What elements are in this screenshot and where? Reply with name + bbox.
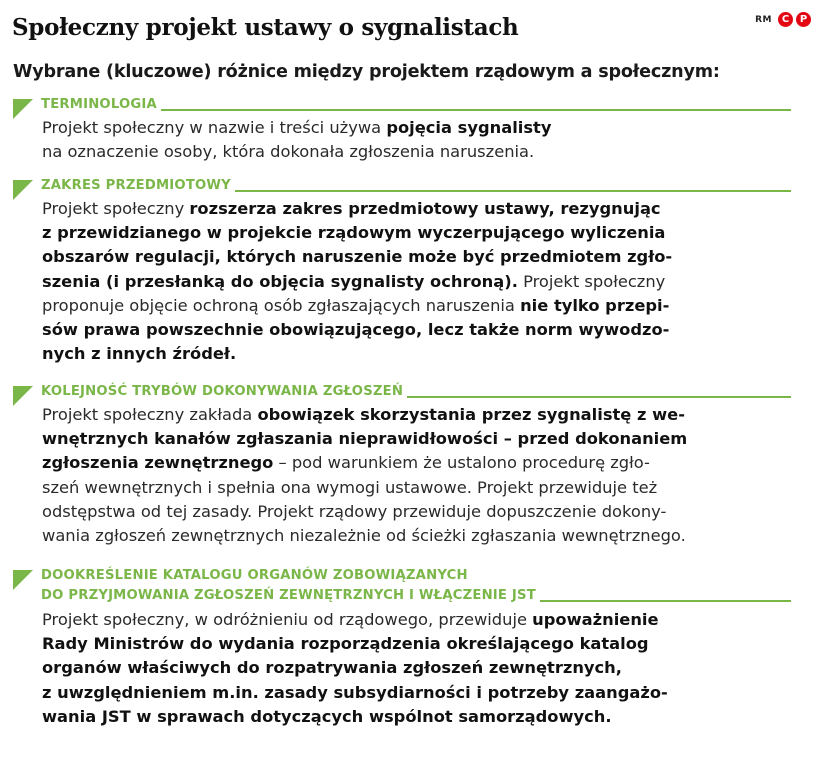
- bold-text: Rady Ministrów do wydania rozporządzenia określającego katalog: [42, 634, 649, 654]
- body-line: [42, 681, 802, 705]
- bold-text: obowiązek skorzystania przez sygnalistę z we-: [257, 405, 685, 424]
- text: Projekt społeczny: [42, 199, 190, 218]
- section-body: [42, 197, 802, 366]
- text: Projekt społeczny: [517, 271, 666, 291]
- body-line: [42, 197, 802, 221]
- body-line: [42, 245, 802, 269]
- triangle-marker-icon: [13, 570, 33, 590]
- subtitle: Wybrane (kluczowe) różnice między projektem rządowym a społecznym:: [13, 62, 720, 82]
- bold-text: organów właściwych do rozpatrywania zgłoszeń zewnętrznych,: [42, 658, 622, 678]
- triangle-marker-icon: [13, 99, 33, 119]
- body-line: [42, 656, 802, 680]
- section-heading: TERMINOLOGIA: [41, 97, 161, 112]
- copyright-c-icon: C: [778, 12, 793, 27]
- section-body: [42, 403, 802, 548]
- bold-text: sów prawa powszechnie obowiązującego, lecz także norm wywodzo-: [42, 320, 670, 340]
- bold-text: obszarów regulacji, których naruszenie może być przedmiotem zgło-: [42, 247, 673, 267]
- body-line: [42, 500, 802, 524]
- text: na oznaczenie osoby, która dokonała zgłoszenia naruszenia.: [42, 142, 535, 162]
- bold-text: z uwzględnieniem m.in. zasady subsydiarności i potrzeby zaangażo-: [42, 682, 668, 702]
- text: szeń wewnętrznych i spełnia ona wymogi ustawowe. Projekt przewiduje też: [42, 477, 658, 497]
- bold-text: nie tylko przepi-: [520, 295, 670, 315]
- bold-text: szenia (i przesłanką do objęcia sygnalisty ochroną).: [42, 271, 518, 291]
- section-heading: ZAKRES PRZEDMIOTOWY: [41, 178, 235, 193]
- section-heading-line-1: DOOKREŚLENIE KATALOGU ORGANÓW ZOBOWIĄZANYCH: [41, 568, 472, 583]
- bold-text: nych z innych źródeł.: [42, 344, 237, 364]
- body-line: [42, 140, 802, 164]
- body-line: [42, 342, 802, 366]
- section-heading: KOLEJNOŚĆ TRYBÓW DOKONYWANIA ZGŁOSZEŃ: [41, 384, 407, 399]
- bold-text: upoważnienie: [532, 610, 659, 629]
- triangle-marker-icon: [13, 180, 33, 200]
- bold-text: zgłoszenia zewnętrznego: [42, 453, 274, 473]
- bold-text: wnętrznych kanałów zgłaszania nieprawidłowości – przed dokonaniem: [42, 429, 688, 449]
- text: wania zgłoszeń zewnętrznych niezależnie od ścieżki zgłaszania wewnętrznego.: [42, 526, 686, 546]
- body-line: [42, 318, 802, 342]
- bold-text: rozszerza zakres przedmiotowy ustawy, rezygnując: [189, 199, 661, 218]
- body-line: [42, 476, 802, 500]
- bold-text: z przewidzianego w projekcie rządowym wyczerpującego wyliczenia: [42, 223, 666, 243]
- text: Projekt społeczny, w odróżnieniu od rządowego, przewiduje: [42, 610, 533, 629]
- text: – pod warunkiem że ustalono procedurę zgło-: [273, 453, 650, 473]
- text: proponuje objęcie ochroną osób zgłaszających naruszenia: [42, 295, 521, 315]
- body-line: [42, 524, 802, 548]
- body-line: [42, 221, 802, 245]
- body-line: [42, 270, 802, 294]
- body-line: [42, 608, 802, 632]
- bold-text: pojęcia sygnalisty: [386, 118, 552, 137]
- page-title: Społeczny projekt ustawy o sygnalistach: [12, 14, 519, 41]
- section-heading-line-2: DO PRZYJMOWANIA ZGŁOSZEŃ ZEWNĘTRZNYCH I WŁĄCZENIE JST: [41, 588, 540, 603]
- text: Projekt społeczny zakłada: [42, 405, 258, 424]
- text: Projekt społeczny w nazwie i treści używa: [42, 118, 387, 137]
- credit-mark: [755, 12, 811, 27]
- section-body: [42, 116, 802, 164]
- body-line: [42, 705, 802, 729]
- body-line: [42, 632, 802, 656]
- text: odstępstwa od tej zasady. Projekt rządowy przewiduje dopuszczenie dokony-: [42, 501, 667, 521]
- copyright-p-icon: P: [796, 12, 811, 27]
- triangle-marker-icon: [13, 386, 33, 406]
- body-line: [42, 427, 802, 451]
- body-line: [42, 116, 802, 140]
- credit-rm: RM: [755, 14, 772, 25]
- body-line: [42, 403, 802, 427]
- bold-text: wania JST w sprawach dotyczących wspólnot samorządowych.: [42, 706, 612, 726]
- section-body: [42, 608, 802, 729]
- body-line: [42, 294, 802, 318]
- body-line: [42, 451, 802, 475]
